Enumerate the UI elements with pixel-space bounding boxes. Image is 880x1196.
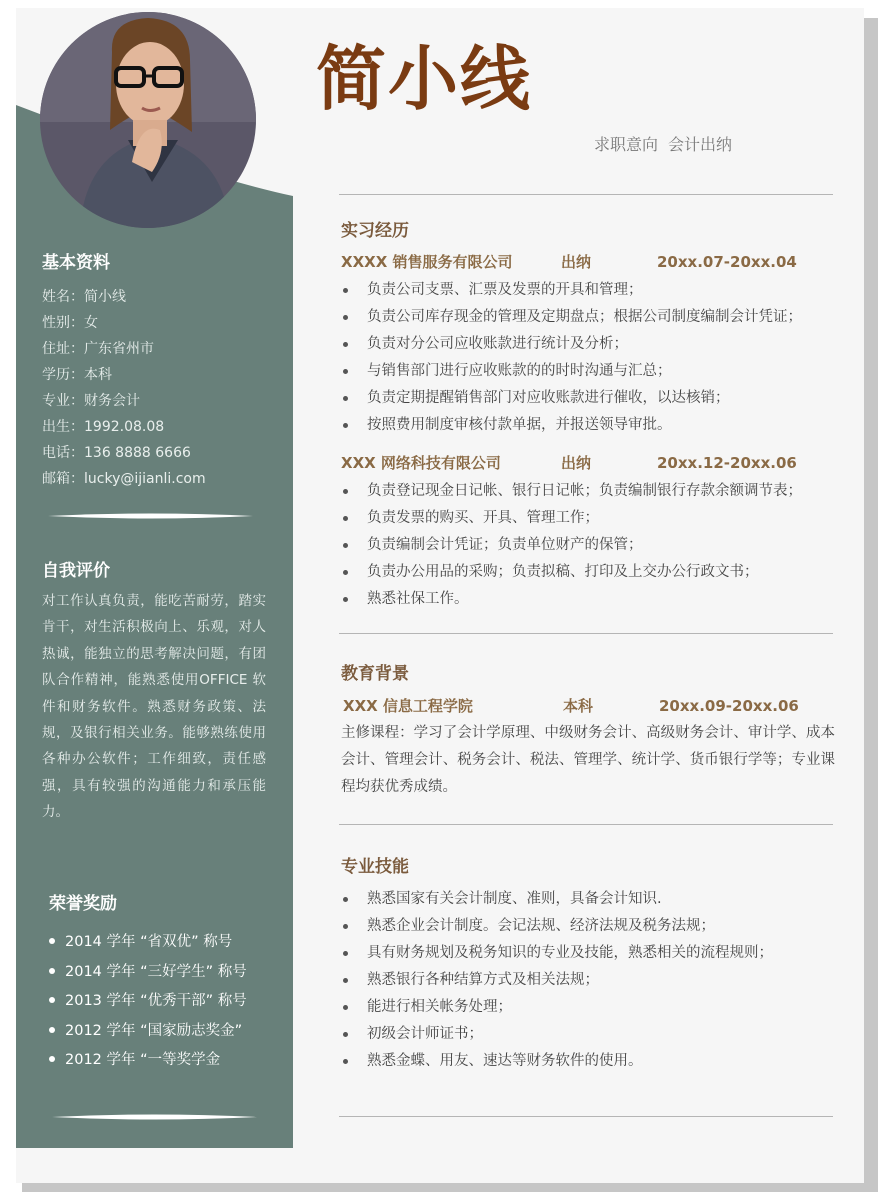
bullet-dot-icon bbox=[343, 543, 348, 548]
sidebar-divider-ornament bbox=[48, 510, 253, 522]
bullet-dot-icon bbox=[343, 315, 348, 320]
bullet-dot-icon bbox=[49, 1027, 55, 1033]
duty-item bbox=[341, 412, 802, 439]
skill-item bbox=[341, 967, 773, 994]
duty-text: 负责对分公司应收账款进行统计及分析； bbox=[367, 336, 628, 352]
company-name: XXXX 销售服务有限公司 bbox=[341, 253, 513, 271]
basic-info-item: 专业：财务会计 bbox=[42, 393, 140, 409]
bullet-dot-icon bbox=[343, 570, 348, 575]
honor-text: 2012 学年 “国家励志奖金” bbox=[65, 1022, 243, 1039]
bullet-dot-icon bbox=[343, 396, 348, 401]
duty-item bbox=[341, 277, 802, 304]
job-period: 20xx.12-20xx.06 bbox=[657, 454, 797, 472]
skill-item bbox=[341, 913, 773, 940]
profile-photo bbox=[40, 12, 256, 228]
skill-text: 熟悉银行各种结算方式及相关法规； bbox=[367, 972, 599, 988]
section-divider bbox=[339, 633, 833, 634]
job-intent-value: 会计出纳 bbox=[668, 135, 733, 154]
duty-text: 按照费用制度审核付款单据，并报送领导审批。 bbox=[367, 417, 672, 433]
bullet-dot-icon bbox=[343, 489, 348, 494]
job-period: 20xx.07-20xx.04 bbox=[657, 253, 797, 271]
skill-text: 具有财务规划及税务知识的专业及技能，熟悉相关的流程规则； bbox=[367, 945, 773, 961]
basic-info-item: 姓名：简小线 bbox=[42, 289, 126, 305]
job-intent bbox=[594, 132, 732, 155]
skill-text: 能进行相关帐务处理； bbox=[367, 999, 512, 1015]
basic-info-item: 电话：136 8888 6666 bbox=[42, 445, 191, 461]
bullet-dot-icon bbox=[343, 369, 348, 374]
bullet-dot-icon bbox=[343, 288, 348, 293]
bullet-dot-icon bbox=[343, 897, 348, 902]
duty-item bbox=[341, 358, 802, 385]
basic-info-item: 学历：本科 bbox=[42, 367, 112, 383]
sidebar-bottom-divider-ornament bbox=[52, 1111, 257, 1123]
bullet-dot-icon bbox=[343, 978, 348, 983]
duty-item bbox=[341, 505, 802, 532]
self-evaluation-text: 对工作认真负责，能吃苦耐劳，踏实肯干，对生活积极向上、乐观，对人热诚，能独立的思考解决问题，有团队合作精神，能熟悉使用OFFICE 软件和财务软件。熟悉财务政策、法规，及银行相关业务。能够熟练使用各种办公软件；工作细致，责任感强，具有较强的沟通能力和承压能力。 bbox=[42, 593, 266, 821]
candidate-name: 简小线 bbox=[316, 37, 532, 120]
duty-text: 与销售部门进行应收账款的的时时沟通与汇总； bbox=[367, 363, 672, 379]
skill-text: 熟悉国家有关会计制度、准则，具备会计知识. bbox=[367, 891, 662, 907]
honor-text: 2012 学年 “一等奖学金 bbox=[65, 1052, 221, 1068]
skill-item bbox=[341, 1021, 773, 1048]
honors-heading: 荣誉奖励 bbox=[49, 894, 117, 914]
duty-item bbox=[341, 559, 802, 586]
school-header bbox=[341, 694, 835, 718]
skills-heading: 专业技能 bbox=[341, 857, 409, 877]
skill-text: 熟悉企业会计制度。会记法规、经济法规及税务法规； bbox=[367, 918, 715, 934]
honor-item bbox=[49, 928, 247, 958]
degree: 本科 bbox=[563, 697, 594, 715]
education-period: 20xx.09-20xx.06 bbox=[659, 697, 799, 715]
basic-info-item: 邮箱：lucky@ijianli.com bbox=[42, 471, 206, 487]
duty-item bbox=[341, 478, 802, 505]
courses-text: 主修课程：学习了会计学原理、中级财务会计、高级财务会计、审计学、成本会计、管理会计、税务会计、税法、管理学、统计学、货币银行学等；专业课程均获优秀成绩。 bbox=[341, 725, 835, 795]
bullet-dot-icon bbox=[49, 1056, 55, 1062]
basic-info-list bbox=[42, 284, 206, 492]
basic-info-heading: 基本资料 bbox=[42, 253, 110, 273]
basic-info-item: 住址：广东省州市 bbox=[42, 341, 154, 357]
skill-item bbox=[341, 1048, 773, 1075]
section-divider bbox=[339, 824, 833, 825]
duty-text: 负责定期提醒销售部门对应收账款进行催收，以达核销； bbox=[367, 390, 730, 406]
bullet-dot-icon bbox=[343, 1032, 348, 1037]
job-header bbox=[341, 250, 835, 274]
company-name: XXX 网络科技有限公司 bbox=[341, 454, 501, 472]
resume-page bbox=[16, 8, 864, 1183]
skill-item bbox=[341, 886, 773, 913]
skill-text: 初级会计师证书； bbox=[367, 1026, 483, 1042]
skill-text: 熟悉金蝶、用友、速达等财务软件的使用。 bbox=[367, 1053, 643, 1069]
bullet-dot-icon bbox=[49, 938, 55, 944]
bullet-dot-icon bbox=[343, 924, 348, 929]
duty-item bbox=[341, 304, 802, 331]
self-evaluation-heading: 自我评价 bbox=[42, 561, 110, 581]
education-heading: 教育背景 bbox=[341, 664, 409, 684]
bullet-dot-icon bbox=[49, 997, 55, 1003]
honor-item bbox=[49, 1017, 247, 1047]
bullet-dot-icon bbox=[343, 423, 348, 428]
job-duties-list bbox=[341, 277, 802, 439]
job-duties-list bbox=[341, 478, 802, 613]
skill-item bbox=[341, 940, 773, 967]
honor-text: 2014 学年 “省双优” 称号 bbox=[65, 934, 233, 950]
section-divider bbox=[339, 194, 833, 195]
honor-item bbox=[49, 1046, 247, 1076]
bullet-dot-icon bbox=[343, 1005, 348, 1010]
bullet-dot-icon bbox=[343, 597, 348, 602]
duty-item bbox=[341, 385, 802, 412]
job-role: 出纳 bbox=[561, 454, 592, 472]
duty-item bbox=[341, 532, 802, 559]
skill-item bbox=[341, 994, 773, 1021]
section-divider bbox=[339, 1116, 833, 1117]
job-header bbox=[341, 451, 835, 475]
duty-text: 负责公司库存现金的管理及定期盘点；根据公司制度编制会计凭证； bbox=[367, 309, 802, 325]
honors-list bbox=[49, 928, 247, 1076]
skills-list bbox=[341, 886, 773, 1075]
duty-text: 负责公司支票、汇票及发票的开具和管理； bbox=[367, 282, 643, 298]
basic-info-item: 出生：1992.08.08 bbox=[42, 419, 165, 435]
bullet-dot-icon bbox=[343, 342, 348, 347]
internship-heading: 实习经历 bbox=[341, 221, 409, 241]
basic-info-item: 性别：女 bbox=[42, 315, 98, 331]
job-role: 出纳 bbox=[561, 253, 592, 271]
bullet-dot-icon bbox=[49, 968, 55, 974]
duty-text: 负责登记现金日记帐、银行日记帐；负责编制银行存款余额调节表； bbox=[367, 483, 802, 499]
duty-text: 负责发票的购买、开具、管理工作； bbox=[367, 510, 599, 526]
duty-text: 负责编制会计凭证；负责单位财产的保管； bbox=[367, 537, 643, 553]
duty-item bbox=[341, 586, 802, 613]
honor-text: 2013 学年 “优秀干部” 称号 bbox=[65, 993, 247, 1009]
duty-text: 熟悉社保工作。 bbox=[367, 591, 469, 607]
job-intent-label: 求职意向 bbox=[594, 135, 659, 154]
honor-item bbox=[49, 987, 247, 1017]
honor-text: 2014 学年 “三好学生” 称号 bbox=[65, 963, 247, 980]
school-name: XXX 信息工程学院 bbox=[343, 697, 473, 715]
bullet-dot-icon bbox=[343, 1059, 348, 1064]
honor-item bbox=[49, 958, 247, 988]
bullet-dot-icon bbox=[343, 951, 348, 956]
duty-item bbox=[341, 331, 802, 358]
duty-text: 负责办公用品的采购；负责拟稿、打印及上交办公行政文书； bbox=[367, 564, 759, 580]
bullet-dot-icon bbox=[343, 516, 348, 521]
